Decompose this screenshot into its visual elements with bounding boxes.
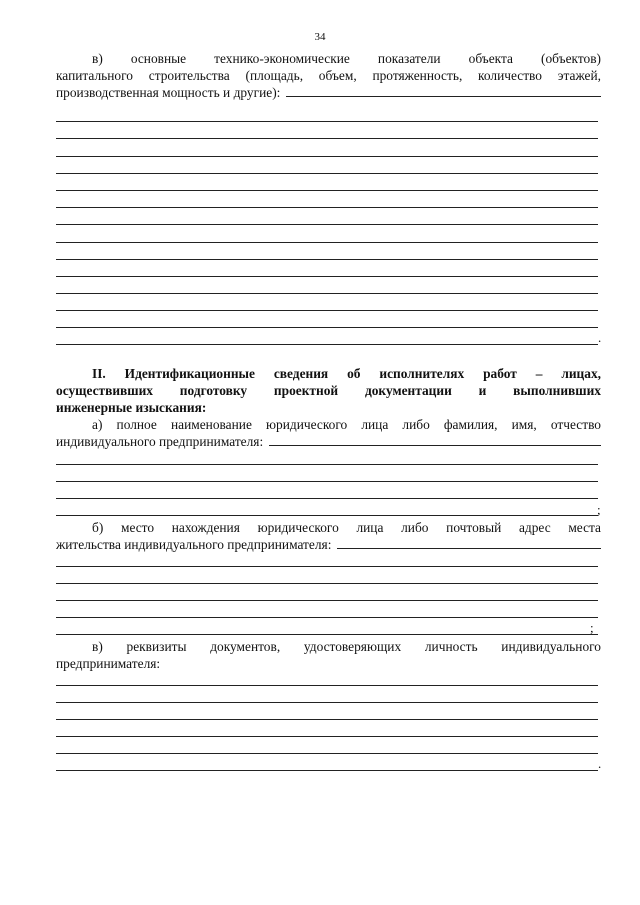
blank-line[interactable] — [56, 293, 598, 294]
section-v-fill-line[interactable] — [286, 84, 601, 97]
blank-line[interactable] — [56, 121, 598, 122]
section-v-line-3 — [56, 84, 601, 101]
item-a-line-2 — [56, 433, 601, 450]
section-v-line-3-text: производственная мощность и другие): — [56, 85, 281, 100]
blank-line[interactable] — [56, 719, 598, 720]
blank-line[interactable] — [56, 566, 598, 567]
item-a-text — [56, 416, 601, 450]
item-v-text — [56, 638, 601, 672]
item-a-end-mark: ; — [597, 502, 601, 517]
item-a-line-1: а) полное наименование юридического лица либо фамилия, имя, отчество — [92, 417, 601, 432]
blank-line[interactable] — [56, 753, 598, 754]
page-number: 34 — [314, 31, 326, 43]
blank-line[interactable] — [56, 259, 598, 260]
blank-line[interactable] — [56, 242, 598, 243]
blank-line[interactable] — [56, 156, 598, 157]
blank-line[interactable] — [56, 600, 598, 601]
item-b-end-mark: ; — [590, 620, 594, 635]
section-ii-heading — [56, 365, 601, 416]
blank-line[interactable] — [56, 344, 598, 345]
blank-line[interactable] — [56, 224, 598, 225]
section-ii-heading-line-2: осуществивших подготовку проектной документации и выполнивших — [56, 383, 601, 398]
blank-line[interactable] — [56, 173, 598, 174]
blank-line[interactable] — [56, 736, 598, 737]
section-ii-heading-line-1: II. Идентификационные сведения об исполнителях работ – лицах, — [92, 366, 601, 381]
blank-line[interactable] — [56, 481, 598, 482]
item-a-line-2-text: индивидуального предпринимателя: — [56, 434, 264, 449]
blank-line[interactable] — [56, 702, 598, 703]
blank-line[interactable] — [56, 498, 598, 499]
section-ii-heading-line-3: инженерные изыскания: — [56, 400, 207, 415]
item-b-line-1: б) место нахождения юридического лица либо почтовый адрес места — [92, 520, 601, 535]
section-v-line-2: капитального строительства (площадь, объем, протяженность, количество этажей, — [56, 68, 601, 83]
item-b-line-2-text: жительства индивидуального предпринимателя: — [56, 537, 332, 552]
section-v-line-1: в) основные технико-экономические показатели объекта (объектов) — [92, 51, 601, 66]
item-v-line-2: предпринимателя: — [56, 656, 161, 671]
item-b-text — [56, 519, 601, 553]
section-v-end-mark: . — [598, 330, 602, 345]
blank-line[interactable] — [56, 515, 598, 516]
blank-line[interactable] — [56, 276, 598, 277]
blank-line[interactable] — [56, 770, 598, 771]
blank-line[interactable] — [56, 685, 598, 686]
section-v-text — [56, 50, 601, 101]
item-v-end-mark: . — [598, 756, 602, 771]
blank-line[interactable] — [56, 207, 598, 208]
blank-line[interactable] — [56, 634, 598, 635]
item-b-fill-line[interactable] — [337, 536, 601, 549]
blank-line[interactable] — [56, 583, 598, 584]
blank-line[interactable] — [56, 327, 598, 328]
blank-line[interactable] — [56, 310, 598, 311]
blank-line[interactable] — [56, 617, 598, 618]
item-a-fill-line[interactable] — [269, 433, 601, 446]
blank-line[interactable] — [56, 464, 598, 465]
item-b-line-2 — [56, 536, 601, 553]
item-v-line-1: в) реквизиты документов, удостоверяющих личность индивидуального — [92, 639, 601, 654]
blank-line[interactable] — [56, 138, 598, 139]
blank-line[interactable] — [56, 190, 598, 191]
